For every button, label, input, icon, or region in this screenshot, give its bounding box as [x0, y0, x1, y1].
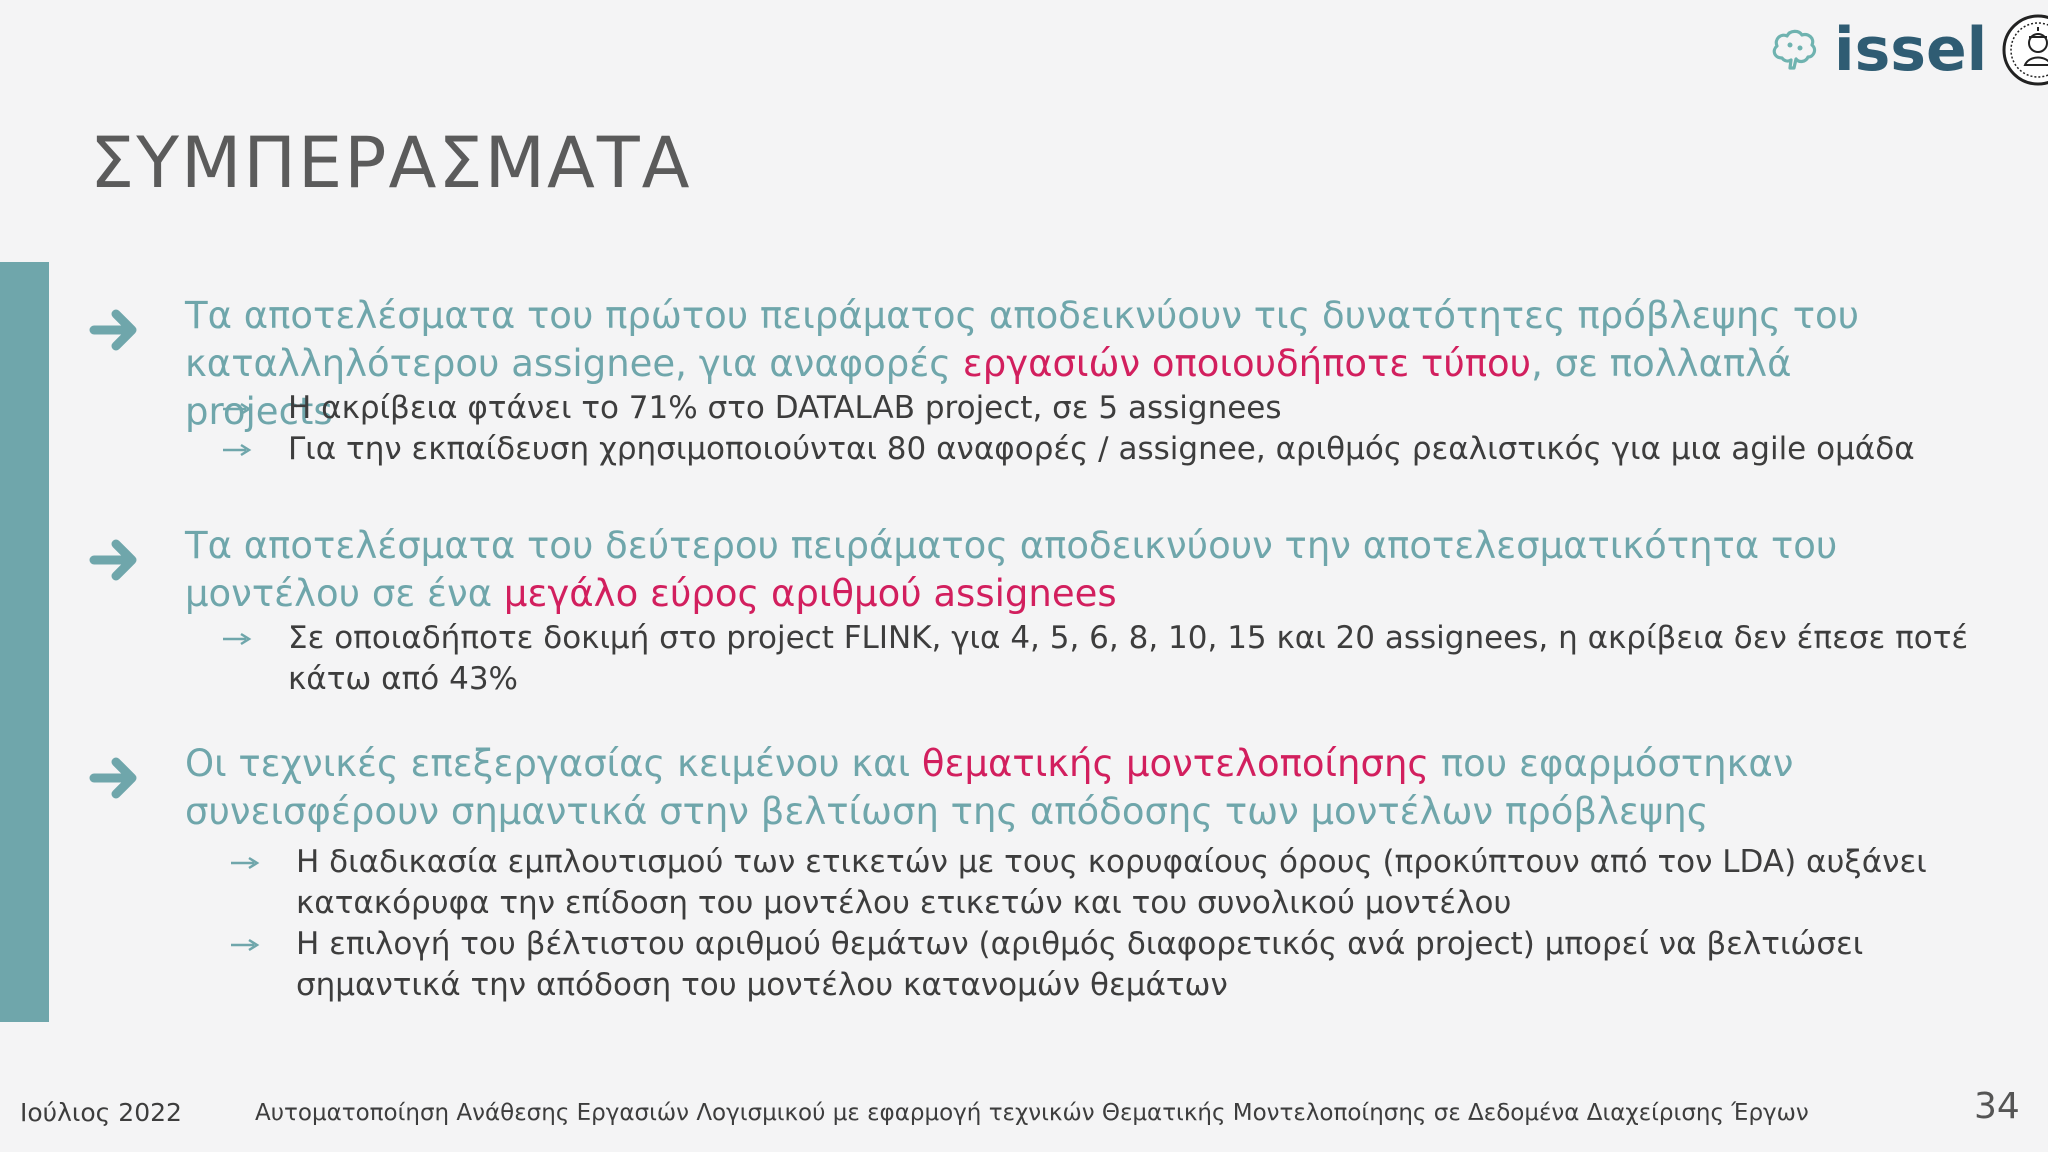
conclusion-2-highlight: μεγάλο εύρος αριθμού assignees	[503, 572, 1117, 615]
bullet-arrow-icon	[230, 938, 260, 952]
conclusion-1-highlight: εργασιών οποιουδήποτε τύπου	[962, 342, 1532, 385]
conclusion-1-text: Τα αποτελέσματα του πρώτου πειράματος αποδεικνύουν τις δυνατότητες πρόβλεψης του καταλληλότερου assignee, για αναφορές	[185, 294, 1860, 385]
conclusion-2	[185, 522, 1885, 618]
bullet-arrow-icon	[222, 443, 252, 457]
conclusion-3-bullet-1: Η διαδικασία εμπλουτισμού των ετικετών με τους κορυφαίους όρους (προκύπτουν από τον LDA) αυξάνει κατακόρυφα την επίδοση του μοντέλου ετικετών και του συνολικού μοντέλου	[296, 844, 1927, 921]
conclusion-3-highlight: θεματικής μοντελοποίησης	[921, 742, 1430, 785]
page-title: ΣΥΜΠΕΡΑΣΜΑΤΑ	[90, 122, 692, 204]
conclusion-2-text: Τα αποτελέσματα του δεύτερου πειράματος αποδεικνύουν την αποτελεσματικότητα του μοντέλου σε ένα	[185, 524, 1838, 615]
bullet-arrow-icon	[222, 402, 252, 416]
page-number: 34	[1974, 1086, 2020, 1127]
footer-title: Αυτοματοποίηση Ανάθεσης Εργασιών Λογισμικού με εφαρμογή τεχνικών Θεματικής Μοντελοποίησης σε Δεδομένα Διαχείρισης Έργων	[255, 1100, 1809, 1126]
conclusion-3	[185, 740, 1885, 836]
conclusion-3-text-end: που εφαρμόστηκαν συνεισφέρουν σημαντικά στην βελτίωση της απόδοσης των μοντέλων πρόβλεψης	[185, 742, 1794, 833]
bullet-arrow-icon	[222, 632, 252, 646]
conclusion-3-text: Οι τεχνικές επεξεργασίας κειμένου και	[185, 742, 922, 785]
accent-bar	[0, 262, 49, 1022]
conclusion-3-bullet-2: Η επιλογή του βέλτιστου αριθμού θεμάτων (αριθμός διαφορετικός ανά project) μπορεί να βελτιώσει σημαντικά την απόδοση του μοντέλου κατανομών θεμάτων	[296, 926, 1864, 1003]
conclusion-1-text-end: , σε πολλαπλά projects	[185, 342, 1792, 433]
conclusion-2-bullet-1: Σε οποιαδήποτε δοκιμή στο project FLINK, για 4, 5, 6, 8, 10, 15 και 20 assignees, η ακρίβεια δεν έπεσε ποτέ κάτω από 43%	[288, 620, 1969, 697]
arrow-right-icon	[88, 750, 144, 806]
logo-text: issel	[1834, 15, 1988, 85]
arrow-right-icon	[88, 532, 144, 588]
bullet-arrow-icon	[230, 856, 260, 870]
university-seal-icon	[2001, 13, 2048, 87]
logo	[1768, 10, 2048, 90]
footer-date: Ιούλιος 2022	[20, 1098, 182, 1127]
brain-outline-icon	[1768, 24, 1820, 76]
conclusion-1-bullet-1: Η ακρίβεια φτάνει το 71% στο DATALAB project, σε 5 assignees	[288, 390, 1282, 426]
conclusion-1-bullet-2: Για την εκπαίδευση χρησιμοποιούνται 80 αναφορές / assignee, αριθμός ρεαλιστικός για μια agile ομάδα	[288, 431, 1915, 467]
arrow-right-icon	[88, 302, 144, 358]
